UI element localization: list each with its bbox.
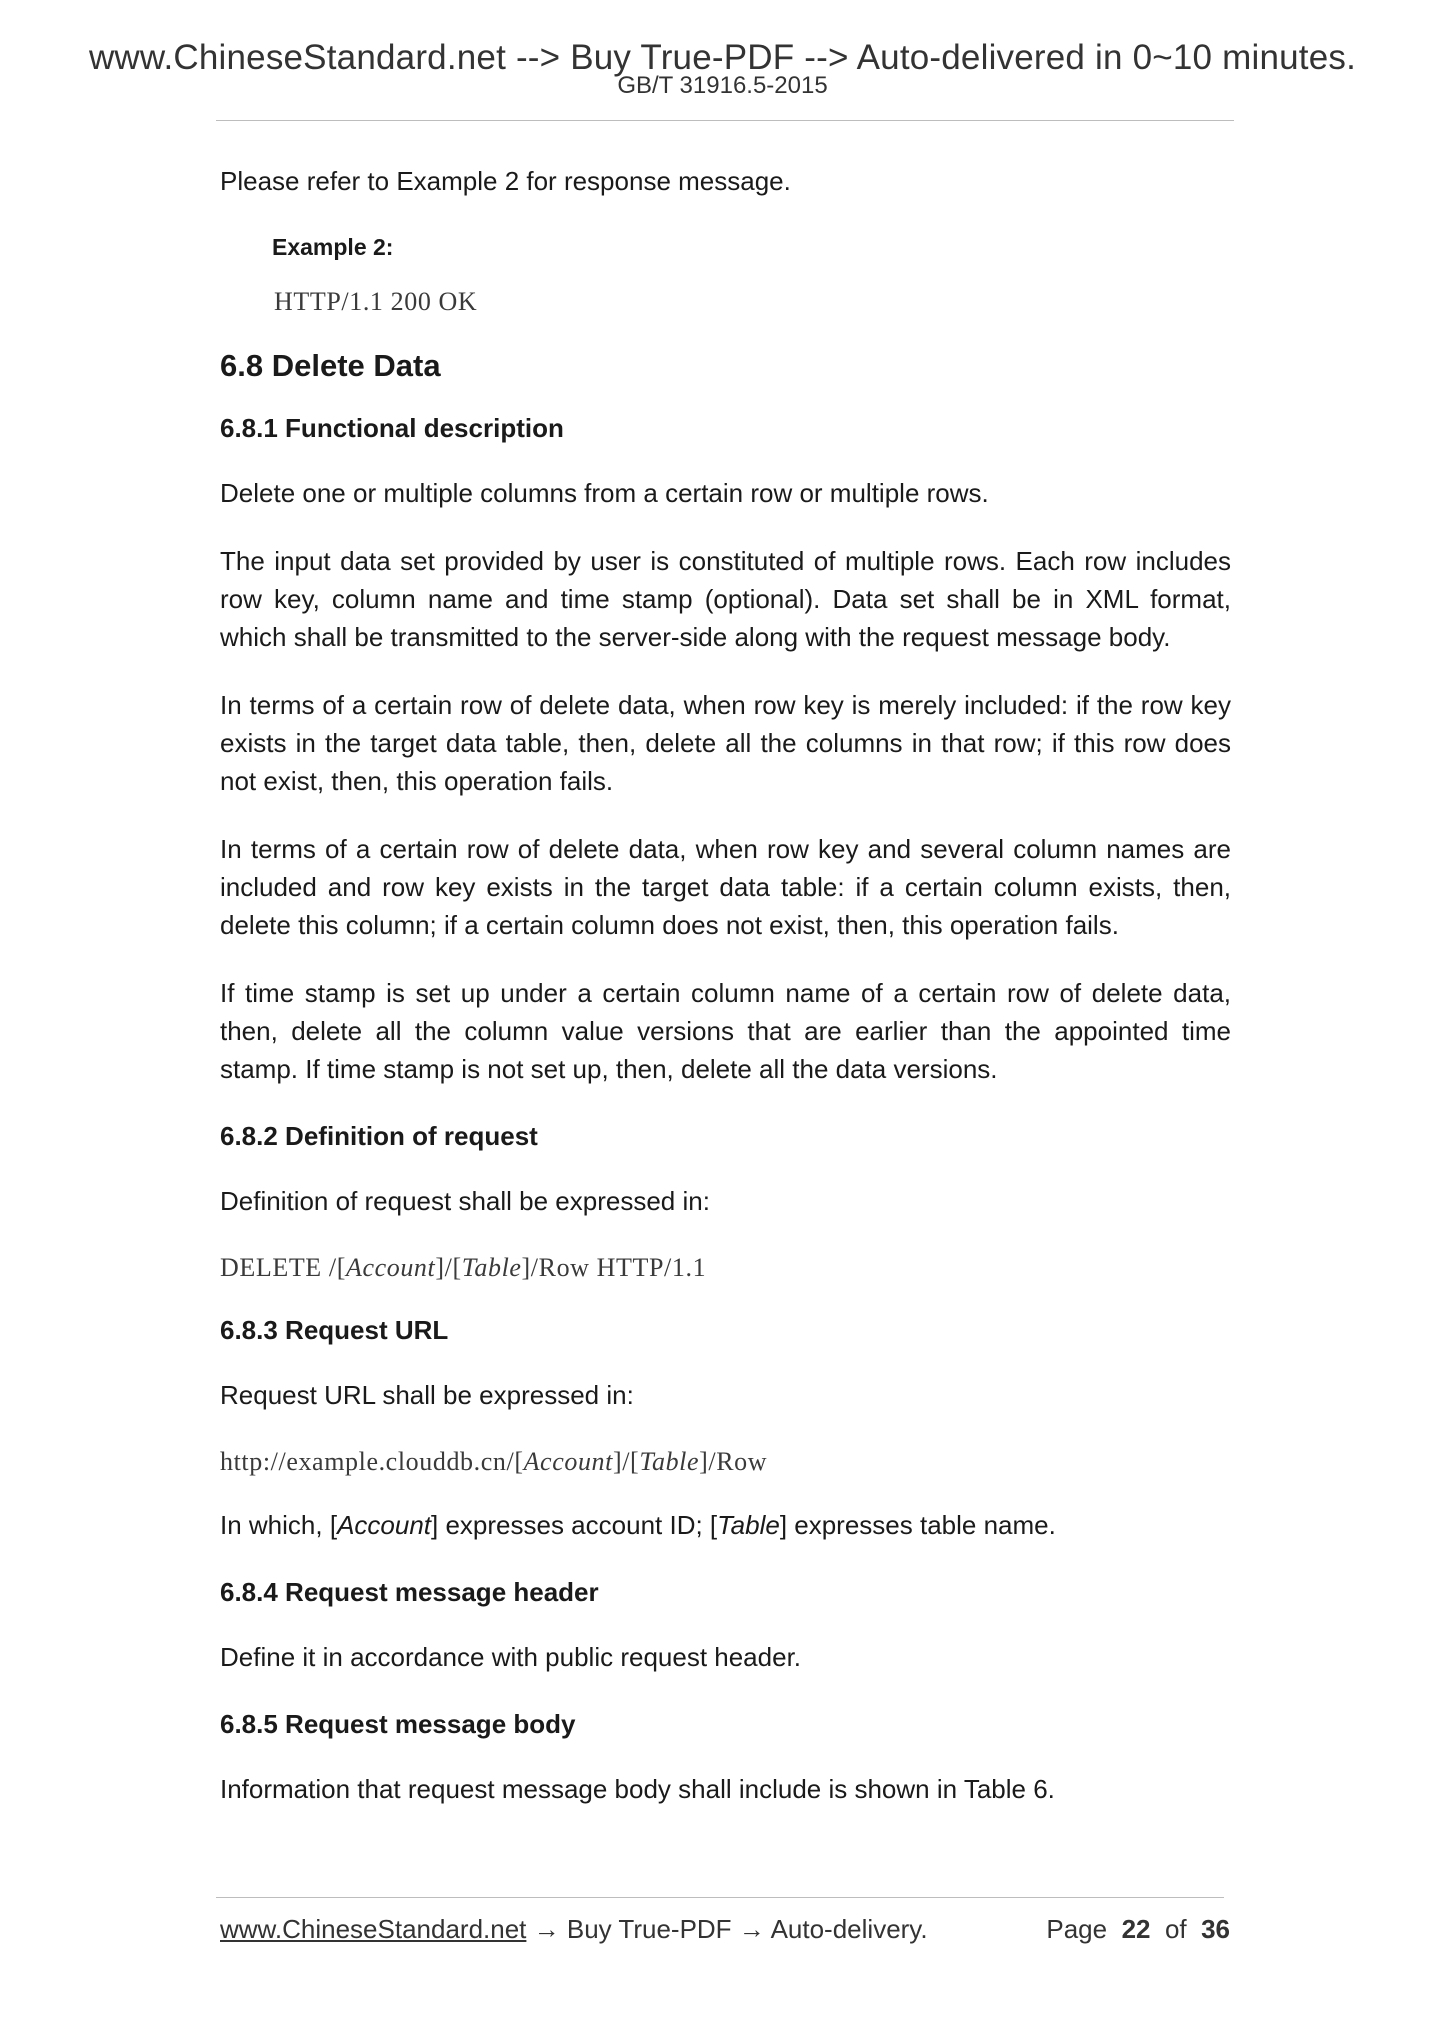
request-sep: ]/[	[435, 1253, 462, 1282]
paragraph-row-key-columns: In terms of a certain row of delete data, when row key and several column names are included and row key exists in the target data table: if a certain column exists, then, delete this column; if a certain column does not exist, then, this operation fails.	[220, 834, 1231, 940]
page-number: 22	[1121, 1914, 1151, 1944]
url-table: Table	[639, 1447, 700, 1476]
standard-code: GB/T 31916.5-2015	[617, 72, 828, 99]
url-base: http://example.clouddb.cn/[	[220, 1447, 524, 1476]
request-line	[220, 1250, 1231, 1286]
page-footer	[220, 1914, 1230, 1954]
section-heading-6-8: 6.8 Delete Data	[220, 348, 441, 383]
paragraph-header: Define it in accordance with public request header.	[220, 1642, 802, 1672]
paragraph-refer-example: Please refer to Example 2 for response message.	[220, 166, 791, 196]
paragraph-url: Request URL shall be expressed in:	[220, 1380, 634, 1410]
paragraph-definition: Definition of request shall be expressed in:	[220, 1186, 710, 1216]
paragraph-time-stamp: If time stamp is set up under a certain column name of a certain row of delete data, then, delete all the column value versions that are earlier than the appointed time stamp. If time stamp is not set up, then, delete all the data versions.	[220, 978, 1231, 1084]
page-label: Page	[1046, 1914, 1108, 1944]
section-heading-6-8-5: 6.8.5 Request message body	[220, 1709, 576, 1739]
page-content	[220, 162, 1231, 1838]
total-pages: 36	[1201, 1914, 1230, 1944]
example-code: HTTP/1.1 200 OK	[274, 287, 478, 316]
section-heading-6-8-2: 6.8.2 Definition of request	[220, 1121, 538, 1151]
header-banner: www.ChineseStandard.net --> Buy True-PDF --> Auto-delivered in 0~10 minutes.	[88, 38, 1357, 77]
section-heading-6-8-4: 6.8.4 Request message header	[220, 1577, 599, 1607]
paragraph-delete-columns: Delete one or multiple columns from a certain row or multiple rows.	[220, 478, 989, 508]
url-tail: ]/Row	[699, 1447, 768, 1476]
in-which-text-2: ] expresses account ID; [	[431, 1510, 718, 1540]
section-heading-6-8-3: 6.8.3 Request URL	[220, 1315, 449, 1345]
paragraph-body: Information that request message body shall include is shown in Table 6.	[220, 1774, 1055, 1804]
paragraph-input-dataset: The input data set provided by user is constituted of multiple rows. Each row includes row key, column name and time stamp (optional). Data set shall be in XML format, which shall be transmitted to the server-side along with the request message body.	[220, 546, 1231, 652]
footer-tail: → Buy True-PDF → Auto-delivery.	[526, 1914, 928, 1944]
in-which-account: Account	[337, 1510, 432, 1540]
header-divider	[216, 120, 1234, 121]
in-which-text-1: In which, [	[220, 1510, 338, 1540]
in-which-table: Table	[717, 1510, 780, 1540]
of-label: of	[1164, 1914, 1187, 1944]
url-sep: ]/[	[612, 1447, 640, 1476]
in-which-text-3: ] expresses table name.	[779, 1510, 1056, 1540]
page-indicator	[1046, 1914, 1230, 1945]
url-line	[220, 1444, 1231, 1480]
example-label: Example 2:	[272, 234, 394, 260]
request-account: Account	[345, 1253, 436, 1282]
footer-left	[220, 1914, 928, 1945]
request-table: Table	[461, 1253, 522, 1282]
request-tail: ]/Row HTTP/1.1	[521, 1253, 707, 1282]
request-method: DELETE /[	[220, 1253, 346, 1282]
section-heading-6-8-1: 6.8.1 Functional description	[220, 413, 564, 443]
url-account: Account	[523, 1447, 613, 1476]
paragraph-row-key-only: In terms of a certain row of delete data, when row key is merely included: if the row key exists in the target data table, then, delete all the columns in that row; if this row does not exist, then, this operation fails.	[220, 690, 1231, 796]
paragraph-in-which	[220, 1506, 1231, 1544]
footer-divider	[216, 1897, 1224, 1898]
footer-link[interactable]: www.ChineseStandard.net	[220, 1914, 527, 1944]
